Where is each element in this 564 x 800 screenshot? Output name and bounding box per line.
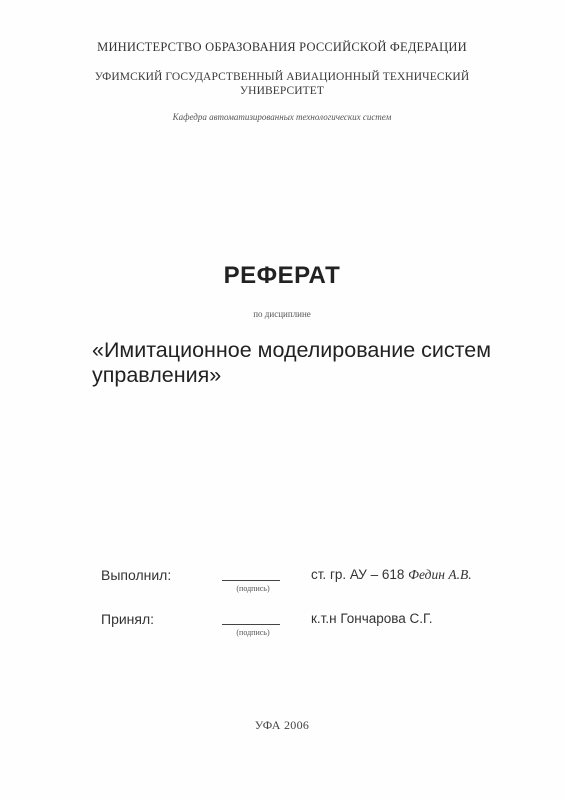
- university-line-1: УФИМСКИЙ ГОСУДАРСТВЕННЫЙ АВИАЦИОННЫЙ ТЕХНИЧЕСКИЙ: [94, 71, 470, 83]
- signature-name: Гончарова С.Г.: [340, 611, 433, 626]
- signature-row-accepted: [0, 611, 564, 651]
- signature-caption: (подпись): [236, 584, 270, 593]
- department-heading: Кафедра автоматизированных технологических систем: [172, 112, 392, 122]
- footer-city-year: УФА 2006: [254, 718, 310, 732]
- signature-line: [222, 580, 280, 581]
- signature-role: Принял:: [101, 611, 155, 627]
- signature-line: [222, 624, 280, 625]
- signature-group: к.т.н: [311, 611, 337, 626]
- signature-name: Федин А.В.: [408, 567, 472, 582]
- signature-role: Выполнил:: [101, 567, 172, 583]
- topic-title: «Имитационное моделирование систем управления»: [92, 338, 492, 387]
- signature-person: [311, 567, 472, 583]
- signature-caption: (подпись): [236, 628, 270, 637]
- signature-person: [311, 611, 432, 626]
- university-line-2: УНИВЕРСИТЕТ: [239, 85, 325, 97]
- university-heading: [0, 70, 564, 98]
- signature-group: ст. гр. АУ – 618: [311, 567, 405, 582]
- discipline-caption: по дисциплине: [253, 309, 311, 319]
- ministry-heading: МИНИСТЕРСТВО ОБРАЗОВАНИЯ РОССИЙСКОЙ ФЕДЕРАЦИИ: [97, 40, 467, 54]
- signature-row-performed: [0, 567, 564, 607]
- document-type-title: РЕФЕРАТ: [223, 262, 341, 289]
